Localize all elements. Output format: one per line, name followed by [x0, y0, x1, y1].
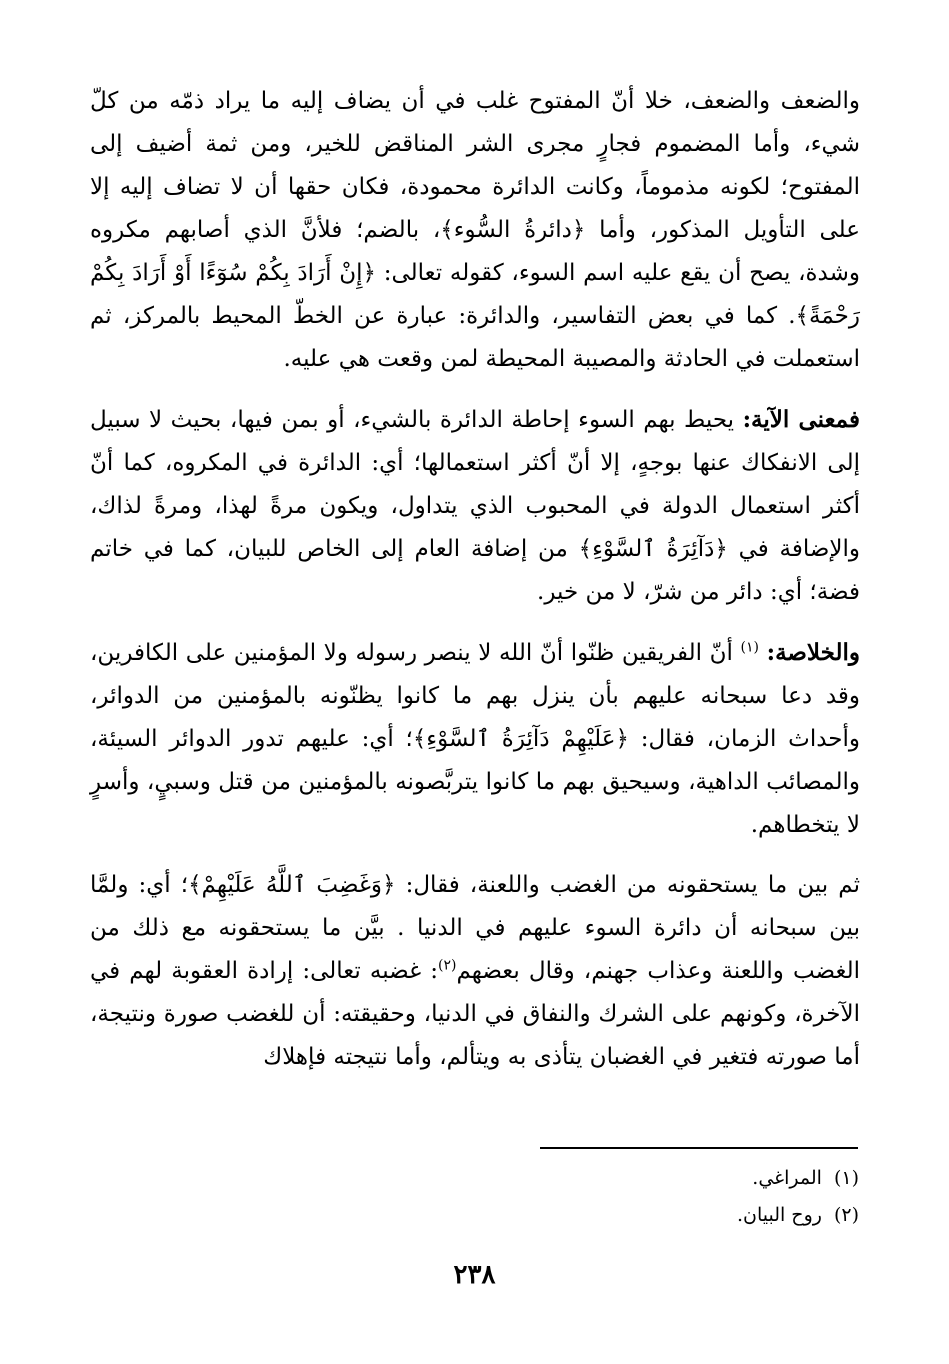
paragraph-3 [90, 631, 860, 847]
footnote-1 [439, 1160, 859, 1197]
paragraph-4-text-before-ref: ثم بين ما يستحقونه من الغضب واللعنة، فقال: ﴿وَغَضِبَ ٱللَّهُ عَلَيْهِمْ﴾؛ أي: ولمَّا بين سبحانه أن دائرة السوء عليهم في الدنيا . بيَّن ما يستحقونه مع ذلك من الغضب واللعنة وعذاب جهنم، وقال بعضهم [90, 872, 860, 984]
paragraph-1-text: والضعف والضعف، خلا أنّ المفتوح غلب في أن يضاف إليه ما يراد ذمّه من كلّ شيء، وأما المضموم فجارٍ مجرى الشر المناقض للخير، ومن ثمة أضيف إلى المفتوح؛ لكونه مذموماً، وكانت الدائرة محمودة، فكان حقها أن لا تضاف إليه إلا على التأويل المذكور، وأما ﴿دائرةُ السُّوء﴾، بالضم؛ فلأنَّ الذي أصابهم مكروه وشدة، يصح أن يقع عليه اسم السوء، كقوله تعالى: ﴿إِنْ أَرَادَ بِكُمْ سُوٓءًا أَوْ أَرَادَ بِكُمْ رَحْمَةً﴾. كما في بعض التفاسير، والدائرة: عبارة عن الخطّ المحيط بالمركز، ثم استعملت في الحادثة والمصيبة المحيطة لمن وقعت هي عليه. [90, 88, 860, 372]
paragraph-3-lead: والخلاصة: [766, 639, 861, 666]
paragraph-2-lead: فمعنى الآية: [742, 406, 860, 433]
footnote-2-text: روح البيان. [736, 1204, 822, 1226]
paragraph-3-text: أنّ الفريقين ظنّوا أنّ الله لا ينصر رسوله ولا المؤمنين على الكافرين، وقد دعا سبحانه عليهم بأن ينزل بهم ما كانوا يظنّونه بالمؤمنين من الدوائر، وأحداث الزمان، فقال: ﴿عَلَيْهِمْ دَآئِرَةُ ٱلسَّوْءِ﴾؛ أي: عليهم تدور الدوائر السيئة، والمصائب الداهية، وسيحيق بهم ما كانوا يتربَّصونه بالمؤمنين من قتل وسبيٍ، وأسرٍ لا يتخطاهم. [90, 640, 860, 838]
footnote-1-text: المراغي. [752, 1167, 822, 1189]
footnote-2-number: (٢) [833, 1204, 859, 1226]
paragraph-4 [90, 864, 860, 1079]
footnotes [439, 1160, 859, 1234]
paragraph-2 [90, 398, 860, 614]
footnote-1-number: (١) [833, 1167, 859, 1189]
footnote-2 [439, 1197, 859, 1234]
page-body [90, 80, 860, 1079]
footnote-ref-1: (١) [740, 639, 759, 656]
footnote-divider [540, 1147, 858, 1149]
paragraph-1 [90, 80, 860, 381]
page-number: ٢٣٨ [453, 1260, 496, 1290]
footnote-ref-2: (٢) [437, 957, 457, 974]
paragraph-2-text: يحيط بهم السوء إحاطة الدائرة بالشيء، أو بمن فيها، بحيث لا سبيل إلى الانفكاك عنها بوجهٍ، إلا أنّ أكثر استعمالها؛ أي: الدائرة في المكروه، كما أنّ أكثر استعمال الدولة في المحبوب الذي يتداول، ويكون مرةً لهذا، ومرةً لذاك، والإضافة في ﴿دَآئِرَةُ ٱلسَّوْءِ﴾ من إضافة العام إلى الخاص للبيان، كما في خاتم فضة؛ أي: دائر من شرّ، لا من خير. [90, 407, 860, 605]
paragraph-4-text-after-ref: : غضبه تعالى: إرادة العقوبة لهم في الآخرة، وكونهم على الشرك والنفاق في الدنيا، وحقيقته: أن للغضب صورة ونتيجة، أما صورته فتغير في الغضبان يتأذى به ويتألم، وأما نتيجته فإهلاك [90, 958, 860, 1070]
